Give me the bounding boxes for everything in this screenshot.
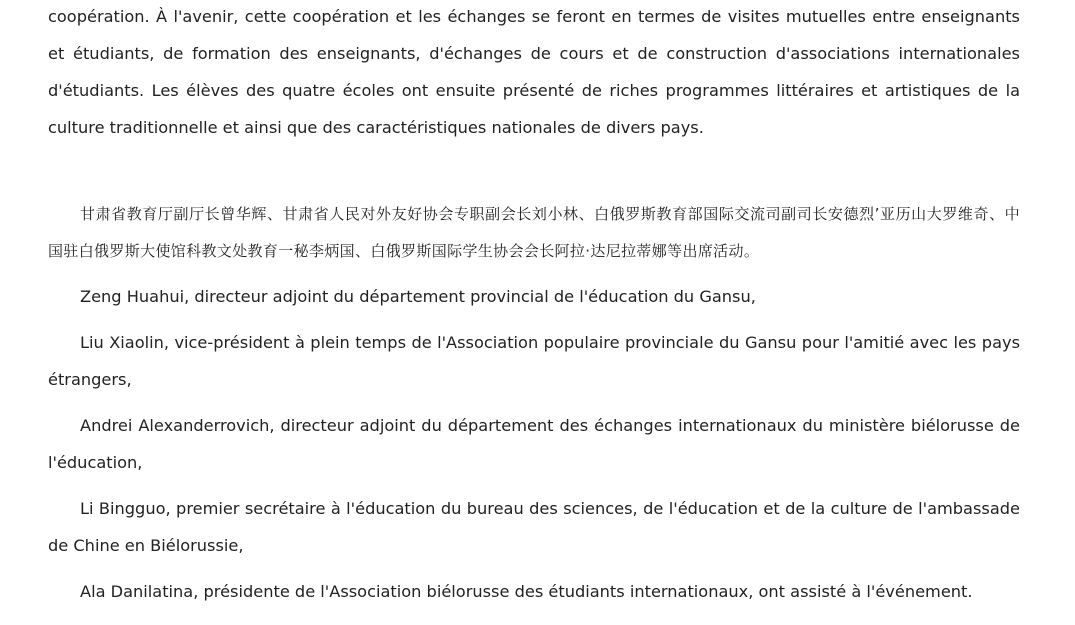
paragraph-spacer (48, 398, 1020, 407)
article-body (48, 0, 1020, 610)
attendee-paragraph-1: Zeng Huahui, directeur adjoint du département provincial de l'éducation du Gansu, (80, 287, 756, 306)
attendee-paragraph-4: Li Bingguo, premier secrétaire à l'éducation du bureau des sciences, de l'éducation et de la culture de l'ambassade de Chine en Biélorussie, (48, 499, 1020, 555)
paragraph-spacer (48, 270, 1020, 278)
chinese-attendees-paragraph: 甘肃省教育厅副厅长曾华辉、甘肃省人民对外友好协会专职副会长刘小林、白俄罗斯教育部国际交流司副司长安德烈’亚历山大罗维奇、中国驻白俄罗斯大使馆科教文处教育一秘李炳国、白俄罗斯国际学生协会会长阿拉·达尼拉蒂娜等出席活动。 (48, 205, 1020, 260)
paragraph-spacer (48, 481, 1020, 490)
paragraph-spacer (48, 315, 1020, 324)
intro-paragraph: coopération. À l'avenir, cette coopération et les échanges se feront en termes de visites mutuelles entre enseignants et étudiants, de formation des enseignants, d'échanges de cours et de construction d'associations internationales d'étudiants. Les élèves des quatre écoles ont ensuite présenté de riches programmes littéraires et artistiques de la culture traditionnelle et ainsi que des caractéristiques nationales de divers pays. (48, 7, 1020, 137)
attendee-paragraph-2: Liu Xiaolin, vice-président à plein temps de l'Association populaire provinciale du Gansu pour l'amitié avec les pays étrangers, (48, 333, 1020, 389)
paragraph-spacer (48, 564, 1020, 573)
attendee-paragraph-3: Andrei Alexanderrovich, directeur adjoint du département des échanges internationaux du ministère biélorusse de l'éducation, (48, 416, 1020, 472)
attendee-paragraph-5: Ala Danilatina, présidente de l'Association biélorusse des étudiants internationaux, ont assisté à l'événement. (80, 582, 973, 601)
